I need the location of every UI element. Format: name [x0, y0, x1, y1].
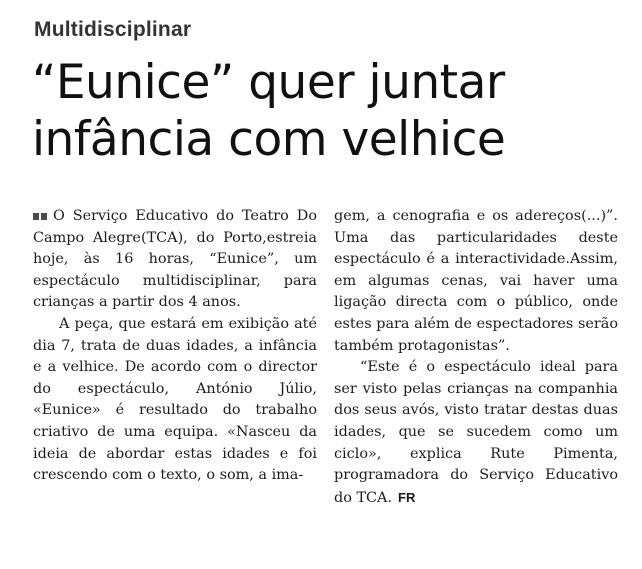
headline-line-2: infância com velhice — [32, 112, 506, 167]
paragraph-2: A peça, que estará em exibição até dia 7, trata de duas idades, a infância e a velhice. De acordo com o director do espectáculo, António Júlio, «Eunice» é resultado do trabalho criativo de uma equipa. «Nasceu da ideia de abordar estas idades e foi crescendo com o texto, o som, a ima- — [33, 315, 317, 484]
paragraph-4-text: “Este é o espectáculo ideal para ser visto pelas crianças na companhia dos seus avós, visto tratar destas duas idades, que se sucedem como um ciclo», explica Rute Pimenta, programadora do Serviço Educativo do TCA. — [334, 359, 618, 506]
article-column-left — [33, 206, 317, 487]
author-signature: FR — [398, 489, 416, 505]
headline-line-1: “Eunice” quer juntar — [32, 55, 505, 110]
paragraph-lead — [33, 206, 317, 314]
article-column-right — [334, 206, 618, 509]
bullet-icon — [33, 213, 47, 220]
headline — [32, 54, 622, 168]
section-label: Multidisciplinar — [34, 18, 192, 41]
paragraph-3: gem, a cenografia e os adereços(...)”. Uma das particularidades deste espectáculo é a interactividade.Assim, em algumas cenas, vai haver uma ligação directa com o público, onde estes para além de espectadores serão também protagonistas”. — [334, 208, 618, 354]
paragraph-4 — [334, 357, 618, 509]
paragraph-lead-text: O Serviço Educativo do Teatro Do Campo Alegre(TCA), do Porto,estreia hoje, às 16 horas, “Eunice”, um espectáculo multidisciplinar, para crianças a partir dos 4 anos. — [33, 208, 317, 311]
